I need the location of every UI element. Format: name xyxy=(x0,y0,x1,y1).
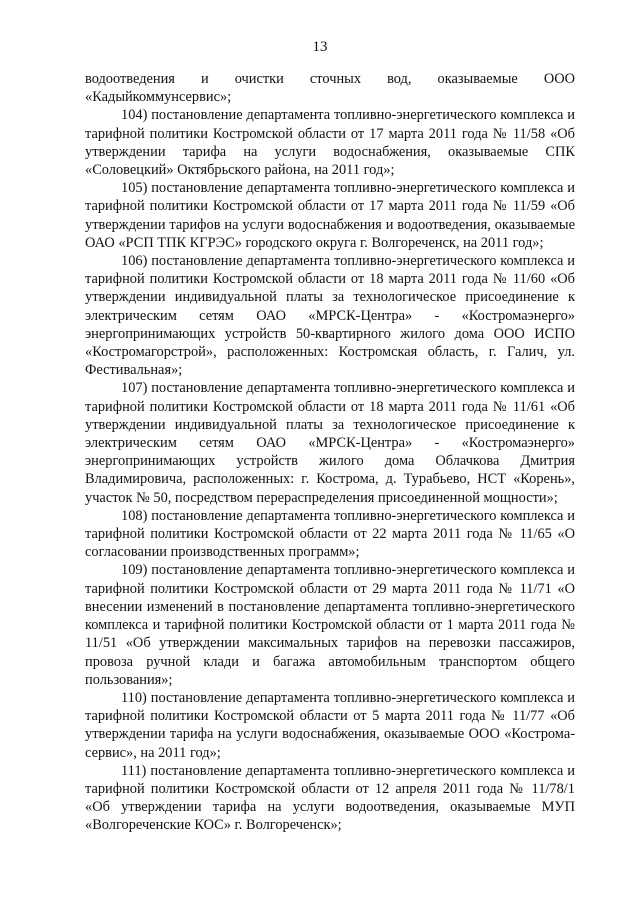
list-item-107: 107) постановление департамента топливно-энергетического комплекса и тарифной политики Костромской области от 18 марта 2011 года № 11/61 «Об утверждении индивидуальной платы за технологическое присоединение к электрическим сетям ОАО «МРСК-Центра» - «Костромаэнерго» энергопринимающих устройств жилого дома Облачкова Дмитрия Владимировича, расположенных: г. Кострома, д. Турабьево, НСТ «Корень», участок № 50, посредством перераспределения присоединенной мощности»; xyxy=(85,380,575,506)
list-item-105: 105) постановление департамента топливно-энергетического комплекса и тарифной политики Костромской области от 17 марта 2011 года № 11/59 «Об утверждении тарифов на услуги водоснабжения и водоотведения, оказываемые ОАО «РСП ТПК КГРЭС» городского округа г. Волгореченск, на 2011 год»; xyxy=(85,180,575,251)
list-item-106: 106) постановление департамента топливно-энергетического комплекса и тарифной политики Костромской области от 18 марта 2011 года № 11/60 «Об утверждении индивидуальной платы за технологическое присоединение к электрическим сетям ОАО «МРСК-Центра» - «Костромаэнерго» энергопринимающих устройств 50-квартирного жилого дома ООО ИСПО «Костромагорстрой», расположенных: Костромская область, г. Галич, ул. Фестивальная»; xyxy=(85,253,575,379)
list-item-109: 109) постановление департамента топливно-энергетического комплекса и тарифной политики Костромской области от 29 марта 2011 года № 11/71 «О внесении изменений в постановление департамента топливно-энергетического комплекса и тарифной политики Костромской области от 1 марта 2011 года № 11/51 «Об утверждении максимальных тарифов на перевозки пассажиров, провоза ручной клади и багажа автомобильным транспортом общего пользования»; xyxy=(85,562,575,688)
list-item-111: 111) постановление департамента топливно-энергетического комплекса и тарифной политики Костромской области от 12 апреля 2011 года № 11/78/1 «Об утверждении тарифа на услуги водоотведения, оказываемые МУП «Волгореченские КОС» г. Волгореченск»; xyxy=(85,762,575,834)
list-item-110: 110) постановление департамента топливно-энергетического комплекса и тарифной политики Костромской области от 5 марта 2011 года № 11/77 «Об утверждении тарифа на услуги водоснабжения, оказываемые ООО «Кострома-сервис», на 2011 год»; xyxy=(85,689,575,761)
list-item-108: 108) постановление департамента топливно-энергетического комплекса и тарифной политики Костромской области от 22 марта 2011 года № 11/65 «О согласовании производственных программ»; xyxy=(85,507,575,561)
page-number: 13 xyxy=(312,39,328,55)
paragraph-continuation: водоотведения и очистки сточных вод, оказываемые ООО «Кадыйкоммунсервис»; xyxy=(85,71,575,106)
document-body xyxy=(85,70,575,835)
list-item-104: 104) постановление департамента топливно-энергетического комплекса и тарифной политики Костромской области от 17 марта 2011 года № 11/58 «Об утверждении тарифа на услуги водоснабжения, оказываемые СПК «Соловецкий» Октябрьского района, на 2011 год»; xyxy=(85,107,575,179)
